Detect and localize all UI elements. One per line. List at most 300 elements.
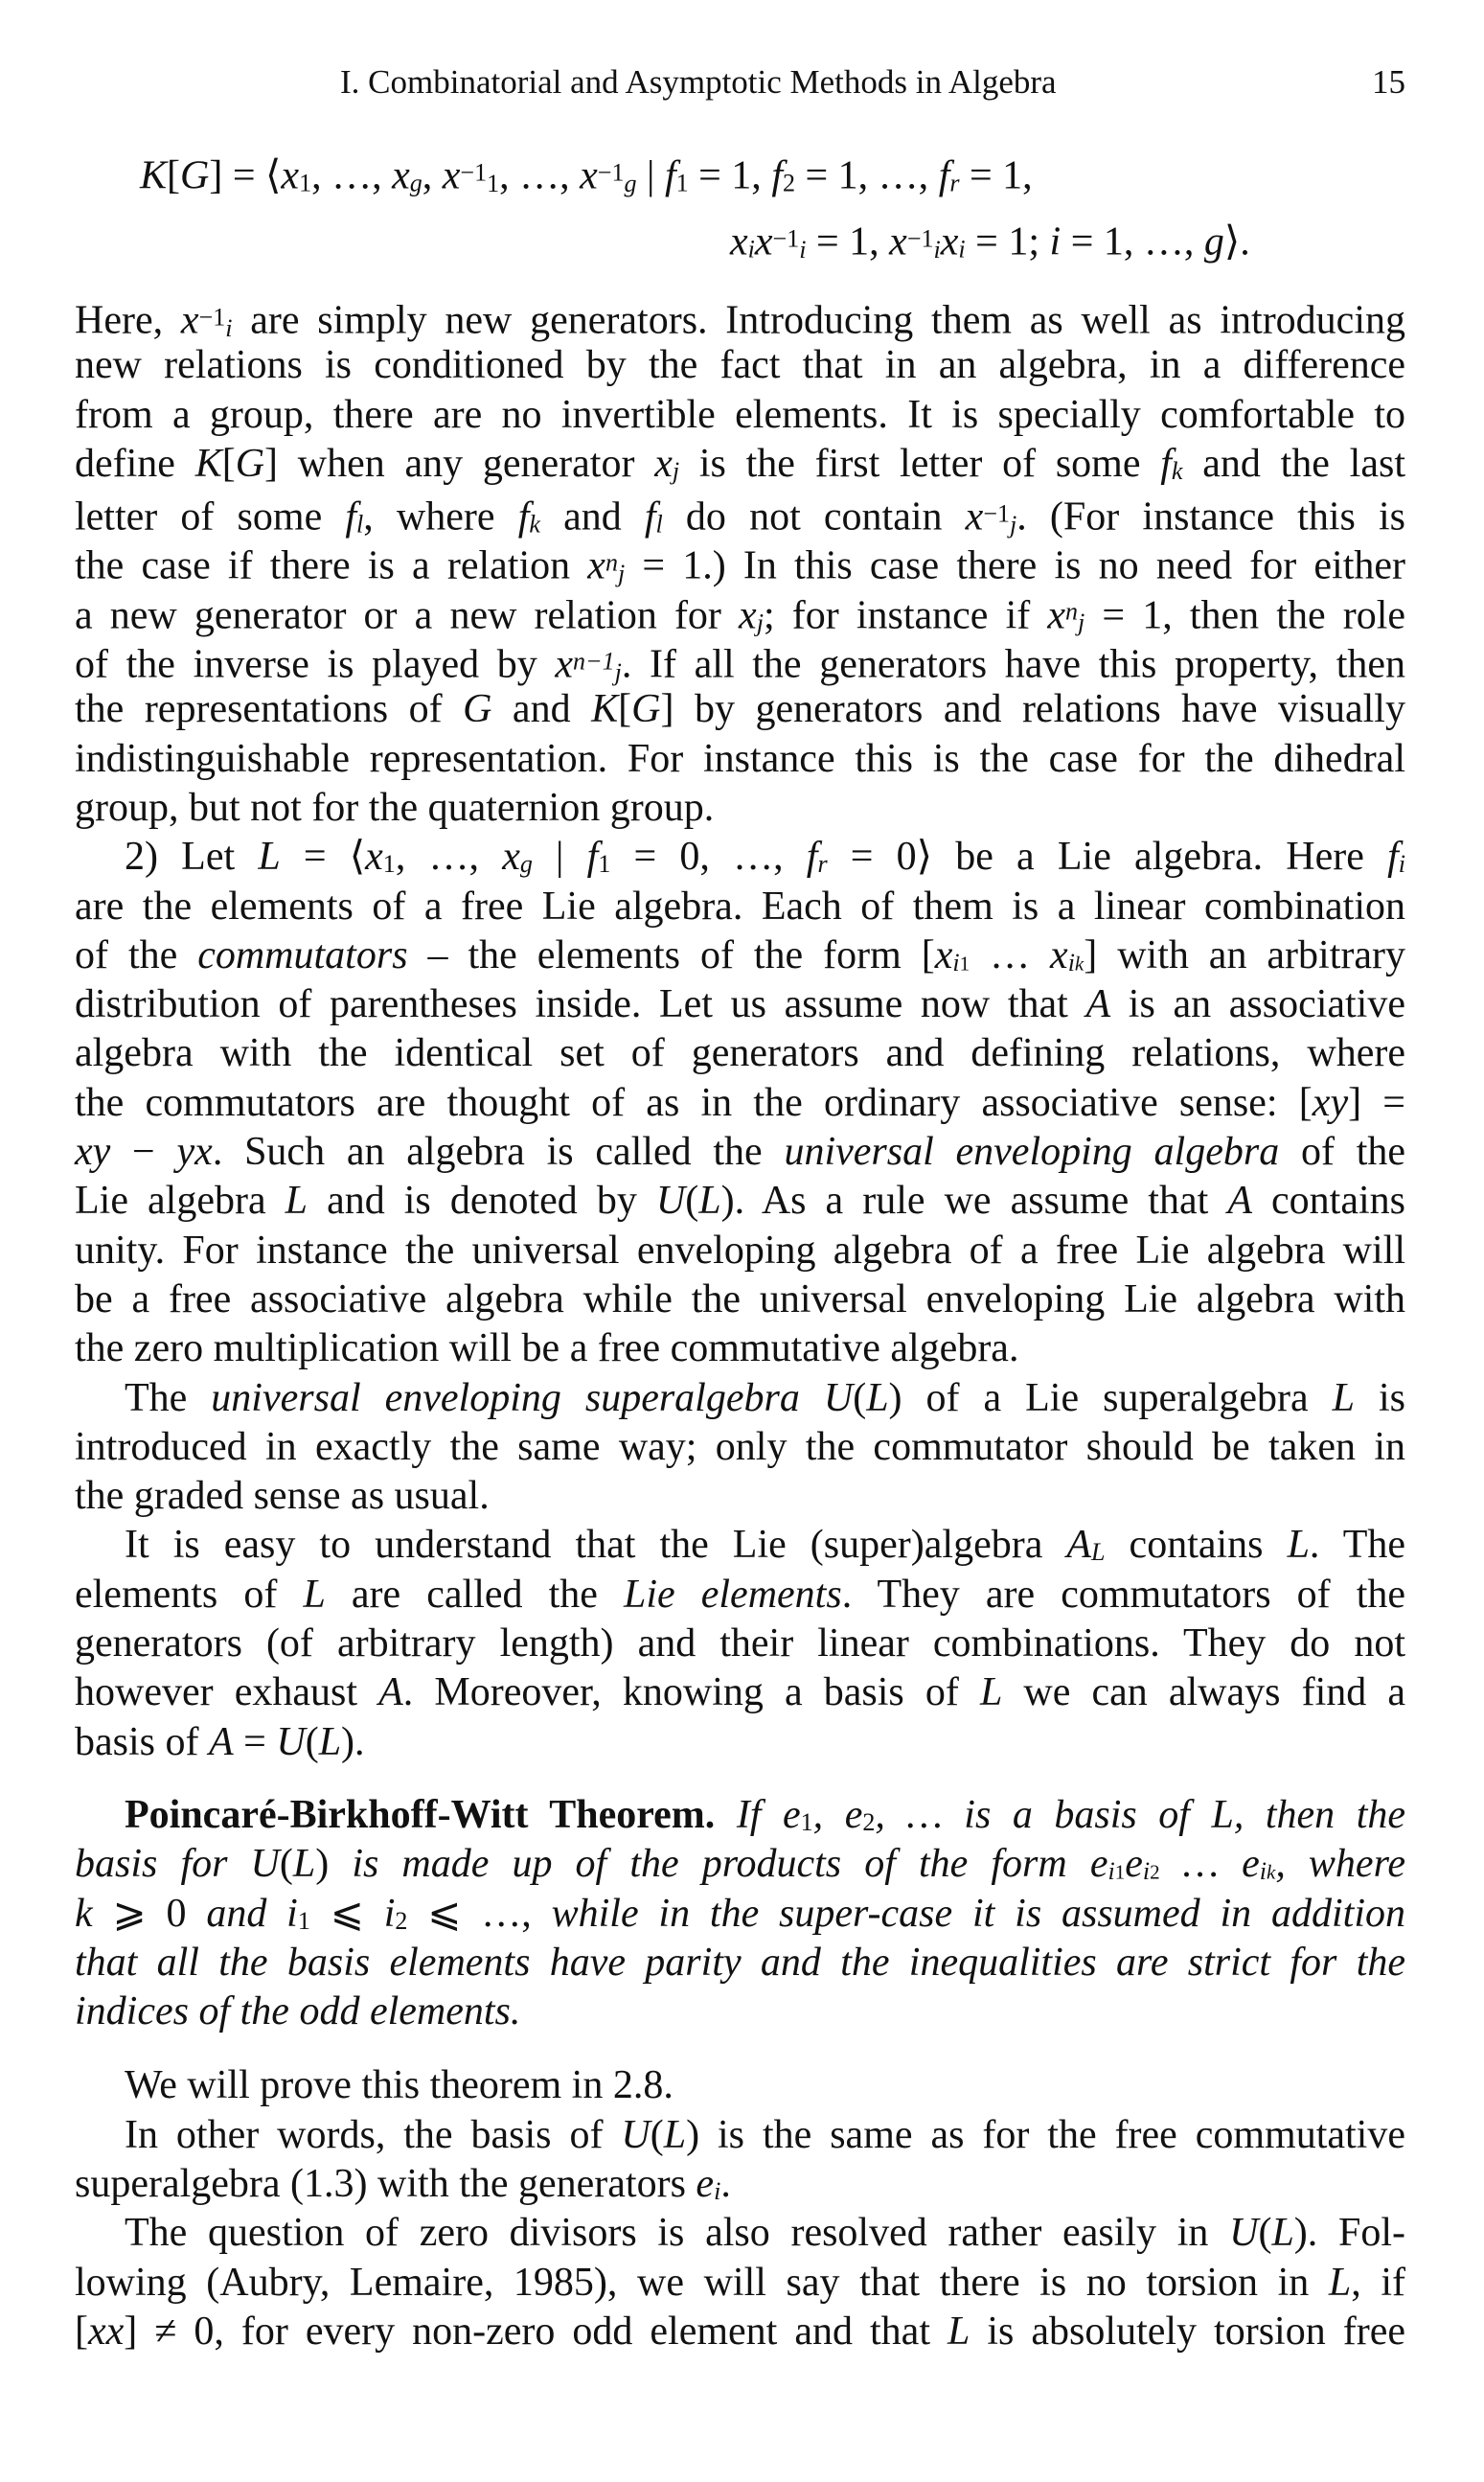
script-pair <box>605 544 625 588</box>
text-run: basis of <box>75 1719 209 1764</box>
text-line <box>75 1128 1405 1177</box>
text-run: and <box>539 494 645 540</box>
italic-run: L <box>258 835 281 880</box>
text-run: ⩽ <box>309 1891 384 1936</box>
superscript: −1 <box>460 158 488 186</box>
text-run: ). Fol- <box>1293 2211 1405 2256</box>
text-run: however exhaust <box>75 1670 379 1715</box>
text-run: ⟩. <box>1223 219 1250 264</box>
display-equation-line-2 <box>730 214 1250 263</box>
subscript: r <box>817 850 828 879</box>
text-run: , where <box>363 494 518 540</box>
text-run: = 1, <box>806 219 890 264</box>
italic-run: G <box>631 687 661 732</box>
italic-run: A <box>209 1719 234 1764</box>
running-header <box>0 61 1484 103</box>
italic-run: U <box>655 1179 686 1224</box>
subscript: 2 <box>395 1906 408 1935</box>
text-line <box>75 2061 1405 2110</box>
superscript: n−1 <box>573 647 615 676</box>
bold-run: Poincaré-Birkhoff-Witt Theorem. <box>125 1792 737 1837</box>
text-run: ) <box>315 1842 330 1887</box>
text-run: = 0⟩ be a Lie algebra. Here <box>827 835 1388 880</box>
subscript: i <box>1259 1857 1267 1886</box>
text-line <box>75 1620 1405 1668</box>
script-pair <box>773 220 807 264</box>
italic-run: x <box>580 153 598 198</box>
text-run: ( <box>279 1842 293 1887</box>
text-line <box>75 1374 1405 1423</box>
italic-run: x <box>889 219 907 264</box>
italic-run: x <box>502 835 520 880</box>
theorem-statement <box>75 1791 1405 2036</box>
italic-run: f <box>664 153 676 198</box>
text-run: lowing (Aubry, Lemaire, 1985), we will say that there is no torsion in <box>75 2260 1329 2305</box>
subscript: j <box>1010 510 1017 539</box>
sub-subscript: 2 <box>1150 1860 1160 1884</box>
text-line <box>75 1939 1405 1988</box>
text-run: = 1, then the role <box>1084 593 1406 638</box>
text-run: | <box>532 835 587 880</box>
italic-run: , e <box>812 1792 863 1837</box>
italic-run: xy <box>1312 1080 1349 1125</box>
superscript: −1 <box>198 303 226 331</box>
text-run: [ <box>75 2309 88 2354</box>
subscript: k <box>529 510 540 539</box>
text-run: the commutators are thought of as in the ordinary associative sense: [ <box>75 1080 1313 1125</box>
italic-run: f <box>345 494 357 540</box>
text-run: and <box>491 687 592 732</box>
text-line <box>75 1177 1405 1226</box>
text-run: ) is the same as for the free commutative <box>686 2112 1405 2157</box>
italic-run: is made up of the products of the form e <box>329 1842 1108 1887</box>
paragraph <box>75 1374 1405 1522</box>
italic-run: L <box>1287 1523 1310 1568</box>
text-run: | <box>636 153 665 198</box>
paragraph <box>75 1521 1405 1766</box>
subscript: j <box>672 457 680 485</box>
subscript: L <box>1091 1538 1106 1567</box>
text-run: and the last <box>1182 441 1405 486</box>
subscript: i <box>714 2177 721 2206</box>
italic-run: U <box>1229 2211 1259 2256</box>
italic-run: Lie elements <box>623 1572 842 1617</box>
text-run: – the elements of the form [ <box>407 932 935 977</box>
italic-run: U <box>621 2112 651 2157</box>
text-run: ; for instance if <box>763 593 1048 638</box>
text-run: Lie algebra <box>75 1179 285 1224</box>
text-run: − <box>110 1130 177 1175</box>
text-run: is the first letter of some <box>679 441 1161 486</box>
text-line <box>75 2209 1405 2258</box>
text-run: letter of some <box>75 494 346 540</box>
italic-run: L <box>698 1179 721 1224</box>
text-line <box>75 1029 1405 1078</box>
text-run: = 0, …, <box>610 835 807 880</box>
text-run: ( <box>650 2112 664 2157</box>
text-run: = <box>233 1719 277 1764</box>
subscript: 1 <box>800 1808 813 1837</box>
text-run: ⩽ …, <box>407 1891 552 1936</box>
subscript: i <box>225 313 233 342</box>
subscript: k <box>1171 457 1183 485</box>
text-run: is absolutely torsion free <box>970 2309 1405 2354</box>
text-run: [ <box>618 687 632 732</box>
subscript: g <box>624 169 637 197</box>
script-pair <box>1065 593 1084 637</box>
text-line <box>75 292 1405 341</box>
italic-run: x <box>392 153 410 198</box>
italic-run: that all the basis elements have parity and the inequalities are strict for the <box>75 1940 1405 1985</box>
text-run: are called the <box>325 1572 624 1617</box>
italic-run: f <box>586 835 599 880</box>
subscript: 1 <box>487 169 500 197</box>
text-run: In other words, the basis of <box>125 2112 622 2157</box>
text-run: ( <box>853 1375 867 1420</box>
italic-run: L <box>1271 2211 1294 2256</box>
superscript: −1 <box>597 158 625 186</box>
italic-run: , where <box>1275 1842 1405 1887</box>
italic-run: L <box>866 1375 889 1420</box>
superscript: n <box>1065 597 1079 626</box>
subscript: 2 <box>782 169 795 197</box>
text-run: is an associative <box>1110 982 1405 1027</box>
text-line <box>75 735 1405 784</box>
text-run: ] ≠ 0, for every non-zero odd element and that <box>124 2309 948 2354</box>
text-run: be a free associative algebra while the universal enveloping Lie algebra with <box>75 1276 1405 1321</box>
text-run: . Such an algebra is called the <box>212 1130 785 1175</box>
text-line <box>75 1840 1405 1889</box>
text-run: of the <box>75 932 198 977</box>
italic-run: xy <box>75 1130 111 1175</box>
text-run: [ <box>167 153 181 198</box>
superscript: −1 <box>772 224 800 252</box>
text-run: distribution of parentheses inside. Let us assume now that <box>75 982 1086 1027</box>
italic-run: x <box>940 219 959 264</box>
text-line <box>75 391 1405 440</box>
text-run: the case if there is a relation <box>75 544 588 589</box>
text-line <box>75 931 1405 980</box>
subscript: i <box>747 235 755 264</box>
text-run: generators (of arbitrary length) and their linear combinations. They do not <box>75 1621 1405 1666</box>
text-run: elements of <box>75 1572 304 1617</box>
subscript: g <box>519 850 533 879</box>
subscript: 1 <box>382 850 396 879</box>
italic-run: x <box>730 219 748 264</box>
text-run: do not contain <box>662 494 966 540</box>
text-run: The question of zero divisors is also resolved rather easily in <box>125 2211 1230 2256</box>
italic-run: and i <box>206 1891 298 1936</box>
italic-run: x <box>180 298 199 343</box>
text-run: ] when any generator <box>264 441 655 486</box>
text-line <box>75 833 1405 882</box>
script-pair <box>598 154 637 198</box>
text-line <box>75 2308 1405 2356</box>
text-line <box>75 1668 1405 1717</box>
italic-run: L <box>285 1179 308 1224</box>
italic-run: x <box>587 544 605 589</box>
italic-run: L <box>1328 2260 1352 2305</box>
text-run: ( <box>685 1179 699 1224</box>
text-run: ] = <box>1348 1080 1405 1125</box>
text-run: of the <box>1279 1130 1406 1175</box>
text-run: the zero multiplication will be a free commutative algebra. <box>75 1326 1019 1371</box>
italic-run: A <box>378 1670 403 1715</box>
italic-run: e <box>696 2161 715 2206</box>
italic-run: i <box>383 1891 396 1936</box>
subscript: j <box>614 657 622 686</box>
text-run: is <box>1355 1375 1406 1420</box>
script-pair <box>460 154 499 198</box>
text-line <box>75 685 1405 734</box>
text-run: . The <box>1309 1523 1405 1568</box>
text-line <box>75 1988 1405 2036</box>
text-run: ). <box>341 1719 365 1764</box>
text-line <box>75 784 1405 833</box>
script-pair <box>983 495 1016 540</box>
script-pair <box>573 643 622 687</box>
display-equation-line-1 <box>140 148 1033 196</box>
italic-run: U <box>823 1375 854 1420</box>
text-line <box>75 1890 1405 1939</box>
italic-run: f <box>1387 835 1399 880</box>
italic-run: f <box>644 494 656 540</box>
subscript: 2 <box>862 1808 876 1837</box>
italic-run: L <box>292 1842 316 1887</box>
subscript: l <box>356 510 364 539</box>
page-number: 15 <box>1372 63 1405 101</box>
italic-run: x <box>754 219 773 264</box>
italic-run: universal enveloping algebra <box>784 1130 1280 1175</box>
text-run: ] by generators and relations have visually <box>660 687 1405 732</box>
text-run: , if <box>1351 2260 1406 2305</box>
italic-run: x <box>739 593 757 638</box>
italic-run: G <box>180 153 210 198</box>
text-line <box>75 341 1405 390</box>
italic-run: yx <box>176 1130 213 1175</box>
text-run: = 1; <box>965 219 1050 264</box>
text-line <box>75 1079 1405 1128</box>
italic-run: A <box>1066 1523 1092 1568</box>
text-run: , …, <box>311 153 393 198</box>
italic-run: K <box>194 441 222 486</box>
text-run: superalgebra (1.3) with the generators <box>75 2161 696 2206</box>
text-run: . If all the generators have this property, then <box>621 642 1406 687</box>
sub-subscript: 1 <box>1114 1860 1126 1884</box>
text-run: of the inverse is played by <box>75 642 556 687</box>
italic-run: L <box>1332 1375 1355 1420</box>
italic-run: x <box>281 153 300 198</box>
italic-run: L <box>979 1670 1003 1715</box>
italic-run: universal enveloping superalgebra <box>211 1375 824 1420</box>
subscript: 1 <box>299 169 312 197</box>
text-run: group, but not for the quaternion group. <box>75 785 715 830</box>
italic-run: g <box>1203 219 1224 264</box>
italic-run: U <box>276 1719 306 1764</box>
italic-run: A <box>1227 1179 1252 1224</box>
italic-run: k <box>75 1891 93 1936</box>
subscript: i <box>799 235 807 264</box>
text-line <box>75 2259 1405 2308</box>
text-run: = 1.) In this case there is no need for either <box>625 544 1405 589</box>
text-run: indistinguishable representation. For instance this is the case for the dihedral <box>75 736 1405 781</box>
text-run: unity. For instance the universal enveloping algebra of a free Lie algebra will <box>75 1228 1405 1273</box>
text-run: We will prove this theorem in 2.8. <box>125 2063 674 2108</box>
italic-run: x <box>365 835 383 880</box>
text-run: are the elements of a free Lie algebra. Each of them is a linear combination <box>75 884 1405 929</box>
text-run: ⩾ 0 <box>92 1891 207 1936</box>
text-run: ] with an arbitrary <box>1084 932 1405 977</box>
text-line <box>75 440 1405 489</box>
text-line <box>75 538 1405 589</box>
text-run: are simply new generators. Introducing them as well as introducing <box>232 298 1405 343</box>
paragraph <box>75 833 1405 1373</box>
text-run: ) of a Lie superalgebra <box>888 1375 1333 1420</box>
text-run: Here, <box>75 298 181 343</box>
text-run: = 1, …, <box>795 153 939 198</box>
superscript: −1 <box>983 499 1011 528</box>
italic-run: L <box>947 2309 970 2354</box>
text-run: … <box>970 932 1051 977</box>
italic-run: e <box>1125 1842 1143 1887</box>
subscript: 1 <box>598 850 611 879</box>
subscript: i <box>1142 1857 1151 1886</box>
text-run: the representations of <box>75 687 464 732</box>
italic-run: f <box>771 153 783 198</box>
text-run: It is easy to understand that the Lie (super)algebra <box>125 1523 1067 1568</box>
sub-subscript: k <box>1074 952 1084 976</box>
subscript: i <box>952 948 960 977</box>
italic-run: i <box>1049 219 1062 264</box>
text-line <box>75 1227 1405 1275</box>
italic-run: G <box>235 441 265 486</box>
text-run: , …, <box>395 835 503 880</box>
text-run: we can always find a <box>1002 1670 1405 1715</box>
text-run: new relations is conditioned by the fact that in an algebra, in a difference <box>75 343 1405 388</box>
subscript: i <box>933 235 941 264</box>
sub-subscript: 1 <box>959 952 970 976</box>
subscript: i <box>1398 850 1405 879</box>
text-run: . <box>720 2161 731 2206</box>
text-run: , <box>422 153 443 198</box>
subscript: j <box>756 609 764 637</box>
text-run: ( <box>1258 2211 1272 2256</box>
italic-run: If e <box>736 1792 801 1837</box>
text-line <box>75 980 1405 1029</box>
italic-run: K <box>591 687 619 732</box>
italic-run: commutators <box>197 932 408 977</box>
italic-run: f <box>517 494 530 540</box>
italic-run: L <box>303 1572 326 1617</box>
text-run: = 1, <box>959 153 1033 198</box>
italic-run: L <box>318 1719 342 1764</box>
italic-run: A <box>1085 982 1111 1027</box>
text-run: contains <box>1105 1523 1288 1568</box>
italic-run: while in the super-case it is assumed in addition <box>551 1891 1405 1936</box>
text-run: ( <box>305 1719 319 1764</box>
text-run: the graded sense as usual. <box>75 1474 490 1519</box>
sub-subscript: k <box>1267 1860 1276 1884</box>
paragraph <box>75 2111 1405 2210</box>
text-run: The <box>125 1375 212 1420</box>
italic-run: , … is a basis of L, then the <box>875 1792 1406 1837</box>
script-pair <box>907 220 941 264</box>
text-line <box>75 1791 1405 1840</box>
text-line <box>75 883 1405 931</box>
italic-run: f <box>806 835 818 880</box>
italic-run: x <box>654 441 673 486</box>
subscript: i <box>1067 948 1075 977</box>
text-run: from a group, there are no invertible elements. It is specially comfortable to <box>75 392 1405 437</box>
text-run: contains <box>1251 1179 1406 1224</box>
subscript: j <box>617 560 626 588</box>
italic-run: G <box>463 687 492 732</box>
italic-run: f <box>1160 441 1172 486</box>
script-pair <box>199 299 233 343</box>
italic-run: L <box>663 2112 687 2157</box>
text-line <box>75 1472 1405 1521</box>
italic-run: x <box>934 932 953 977</box>
subscript: j <box>1078 609 1085 637</box>
italic-run: indices of the odd elements. <box>75 1989 521 2034</box>
text-run: introduced in exactly the same way; only the commutator should be taken in <box>75 1424 1405 1469</box>
text-run: . Moreover, knowing a basis of <box>402 1670 980 1715</box>
italic-run: … e <box>1159 1842 1260 1887</box>
text-run: ] = ⟨ <box>209 153 282 198</box>
text-run: , …, <box>499 153 581 198</box>
paragraph <box>75 2209 1405 2356</box>
text-run: and is denoted by <box>308 1179 656 1224</box>
text-line <box>75 2160 1405 2209</box>
italic-run: K <box>140 153 168 198</box>
text-run: = 1, …, <box>1061 219 1204 264</box>
subscript: 1 <box>675 169 689 197</box>
text-line <box>75 1718 1405 1767</box>
text-run: ). As a rule we assume that <box>720 1179 1228 1224</box>
subscript: r <box>949 169 960 197</box>
italic-run: x <box>965 494 984 540</box>
subscript: l <box>655 510 663 539</box>
italic-run: basis for U <box>75 1842 280 1887</box>
italic-run: xx <box>88 2309 125 2354</box>
italic-run: x <box>1047 593 1066 638</box>
superscript: n <box>605 548 618 577</box>
superscript: −1 <box>906 224 934 252</box>
body-text <box>75 292 1405 2356</box>
running-title: I. Combinatorial and Asymptotic Methods in Algebra <box>340 63 1057 101</box>
text-run: a new generator or a new relation for <box>75 593 740 638</box>
italic-run: x <box>1050 932 1068 977</box>
text-line <box>75 587 1405 636</box>
text-run: algebra with the identical set of generators and defining relations, where <box>75 1031 1405 1076</box>
text-line <box>75 489 1405 538</box>
subscript: g <box>409 169 422 197</box>
text-run: = 1, <box>688 153 772 198</box>
text-line <box>75 636 1405 685</box>
text-line <box>75 2111 1405 2160</box>
paragraph <box>75 2061 1405 2110</box>
text-line <box>75 1275 1405 1324</box>
text-run: = ⟨ <box>280 835 366 880</box>
text-run: define <box>75 441 195 486</box>
text-line <box>75 1571 1405 1620</box>
italic-run: x <box>442 153 461 198</box>
subscript: 1 <box>297 1906 310 1935</box>
text-line <box>75 1521 1405 1570</box>
text-run: . (For instance this is <box>1016 494 1405 540</box>
subscript: i <box>1107 1857 1115 1886</box>
italic-run: f <box>938 153 950 198</box>
